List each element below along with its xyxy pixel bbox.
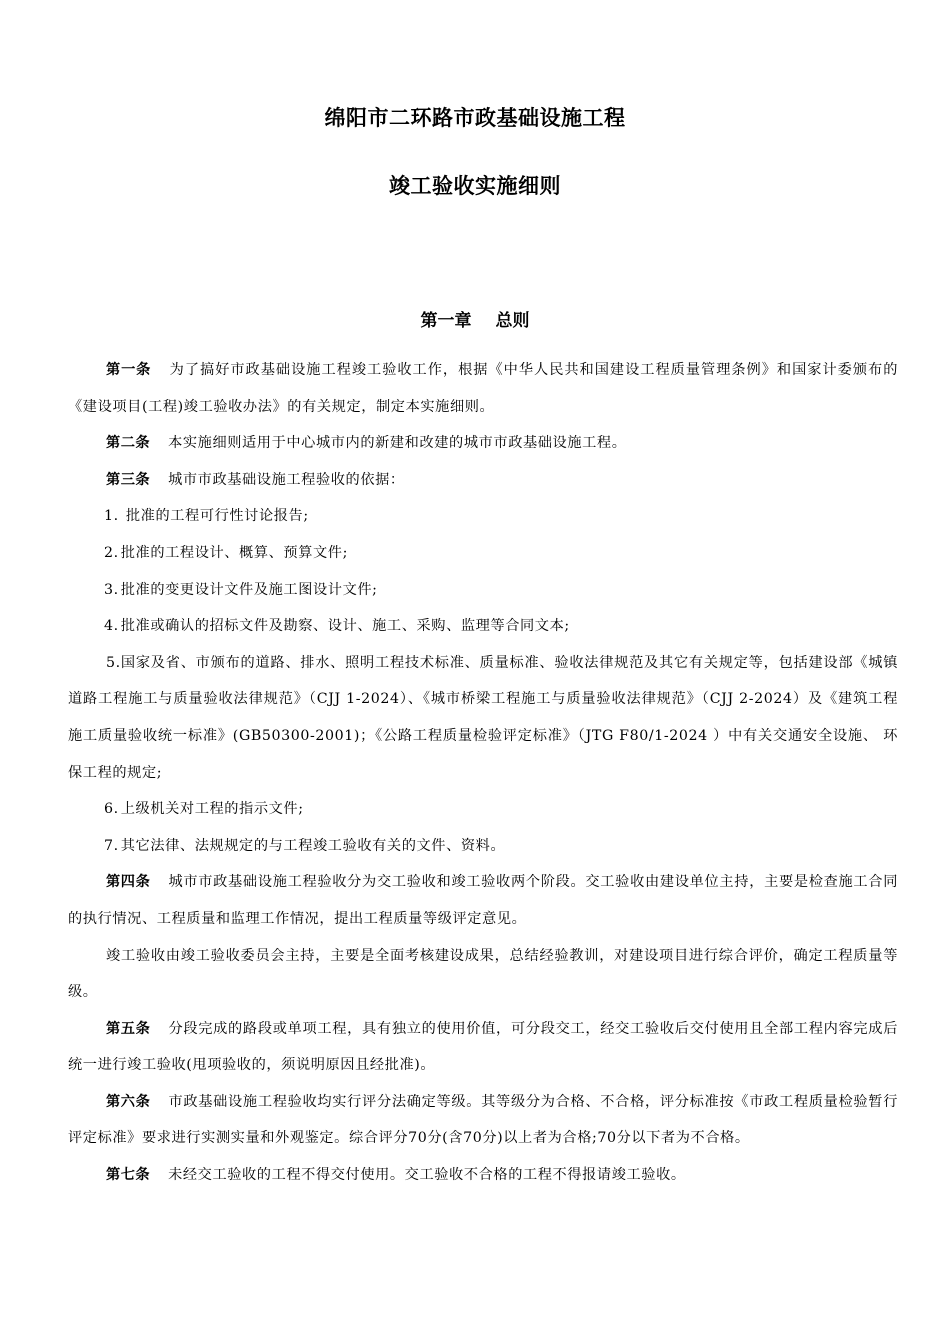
article-text: 城市市政基础设施工程验收分为交工验收和竣工验收两个阶段。交工验收由建设单位主持，主要是检查施工合同的执行情况、工程质量和监理工作情况，提出工程质量等级评定意见。 (68, 874, 898, 927)
list-item-text: 上级机关对工程的指示文件; (120, 801, 304, 818)
article-4 (68, 864, 898, 937)
document-title: 绵阳市二环路市政基础设施工程 (324, 106, 626, 130)
article-1 (68, 352, 898, 425)
article-label: 第五条 (106, 1020, 151, 1037)
article-4-continuation: 竣工验收由竣工验收委员会主持，主要是全面考核建设成果，总结经验教训，对建设项目进行综合评价，确定工程质量等级。 (68, 947, 898, 1001)
list-item-text: 其它法律、法规规定的与工程竣工验收有关的文件、资料。 (120, 837, 506, 854)
list-item (68, 645, 898, 791)
article-text: 市政基础设施工程验收均实行评分法确定等级。其等级分为合格、不合格，评分标准按《市政工程质量检验暂行评定标准》要求进行实测实量和外观鉴定。综合评分70分(含70分)以上者为合格;70分以下者为不合格。 (68, 1093, 898, 1147)
document-subtitle: 竣工验收实施细则 (389, 174, 561, 198)
list-item-text: 批准或确认的招标文件及勘察、设计、施工、采购、监理等合同文本; (120, 618, 570, 635)
list-item (68, 608, 898, 645)
article-label: 第七条 (106, 1167, 151, 1184)
article-5 (68, 1011, 898, 1084)
article-6 (68, 1084, 898, 1157)
article-text: 本实施细则适用于中心城市内的新建和改建的城市市政基础设施工程。 (168, 435, 627, 452)
article-label: 第二条 (106, 435, 151, 452)
article-label: 第六条 (106, 1093, 151, 1110)
list-item-text: 批准的工程可行性讨论报告; (125, 508, 309, 525)
article-text: 分段完成的路段或单项工程，具有独立的使用价值，可分段交工，经交工验收后交付使用且全部工程内容完成后统一进行竣工验收(甩项验收的，须说明原因且经批准)。 (68, 1020, 898, 1074)
list-item (68, 791, 898, 828)
article-label: 第三条 (106, 471, 151, 488)
list-item-number: 3. (104, 581, 119, 598)
list-item-number: 6. (104, 801, 119, 818)
article-7 (68, 1157, 898, 1194)
article-3 (68, 462, 898, 499)
article-text: 城市市政基础设施工程验收的依据： (168, 471, 405, 488)
article-text: 未经交工验收的工程不得交付使用。交工验收不合格的工程不得报请竣工验收。 (168, 1167, 686, 1184)
list-item-number: 1. (104, 508, 119, 525)
list-item (68, 535, 898, 572)
list-item-number: 7. (104, 837, 119, 854)
list-item-number: 5. (106, 654, 121, 671)
list-item-text: 批准的变更设计文件及施工图设计文件; (120, 581, 378, 598)
article-label: 第四条 (106, 874, 151, 891)
list-item-number: 2. (104, 544, 119, 561)
list-item-number: 4. (104, 618, 119, 635)
list-item-text: 批准的工程设计、概算、预算文件; (120, 544, 348, 561)
article-label: 第一条 (106, 362, 152, 378)
chapter-title: 总则 (495, 311, 530, 331)
list-item (68, 572, 898, 609)
list-item-text: 国家及省、市颁布的道路、排水、照明工程技术标准、质量标准、验收法律规范及其它有关规定等，包括建设部《城镇道路工程施工与质量验收法律规范》（CJJ 1-2024）、《城市桥梁工程施工与质量验收法律规范》（CJJ 2-2024）及《建筑工程施工质量验收统一标准》(GB50300-2001)；《公路工程质量检验评定标准》（JTG F80/1-2024 ）中有关交通安全设施、 环保工程的规定; (68, 654, 898, 781)
document-body (68, 352, 898, 1194)
chapter-heading (0, 306, 950, 331)
article-text: 为了搞好市政基础设施工程竣工验收工作，根据《中华人民共和国建设工程质量管理条例》和国家计委颁布的《建设项目(工程)竣工验收办法》的有关规定，制定本实施细则。 (68, 362, 898, 415)
chapter-number: 第一章 (420, 311, 472, 331)
list-item (68, 828, 898, 865)
list-item (68, 498, 898, 535)
article-2 (68, 425, 898, 462)
